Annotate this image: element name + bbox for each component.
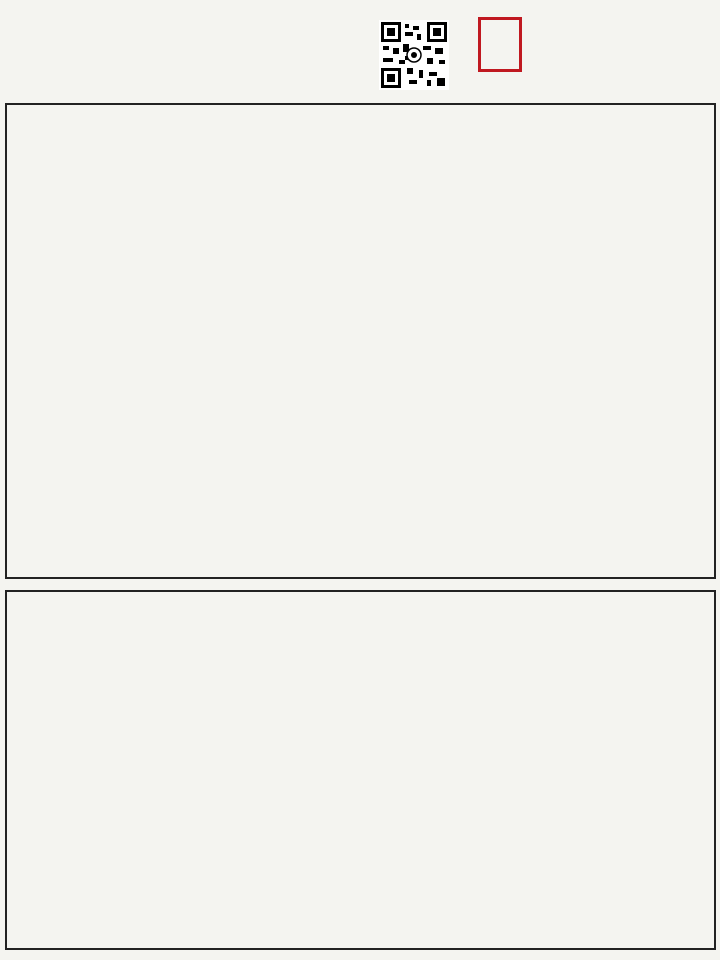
qr-code-icon xyxy=(379,20,449,90)
chart-grid xyxy=(5,103,716,579)
yearly-grid xyxy=(5,590,716,950)
red-seal-stamp xyxy=(478,17,522,72)
